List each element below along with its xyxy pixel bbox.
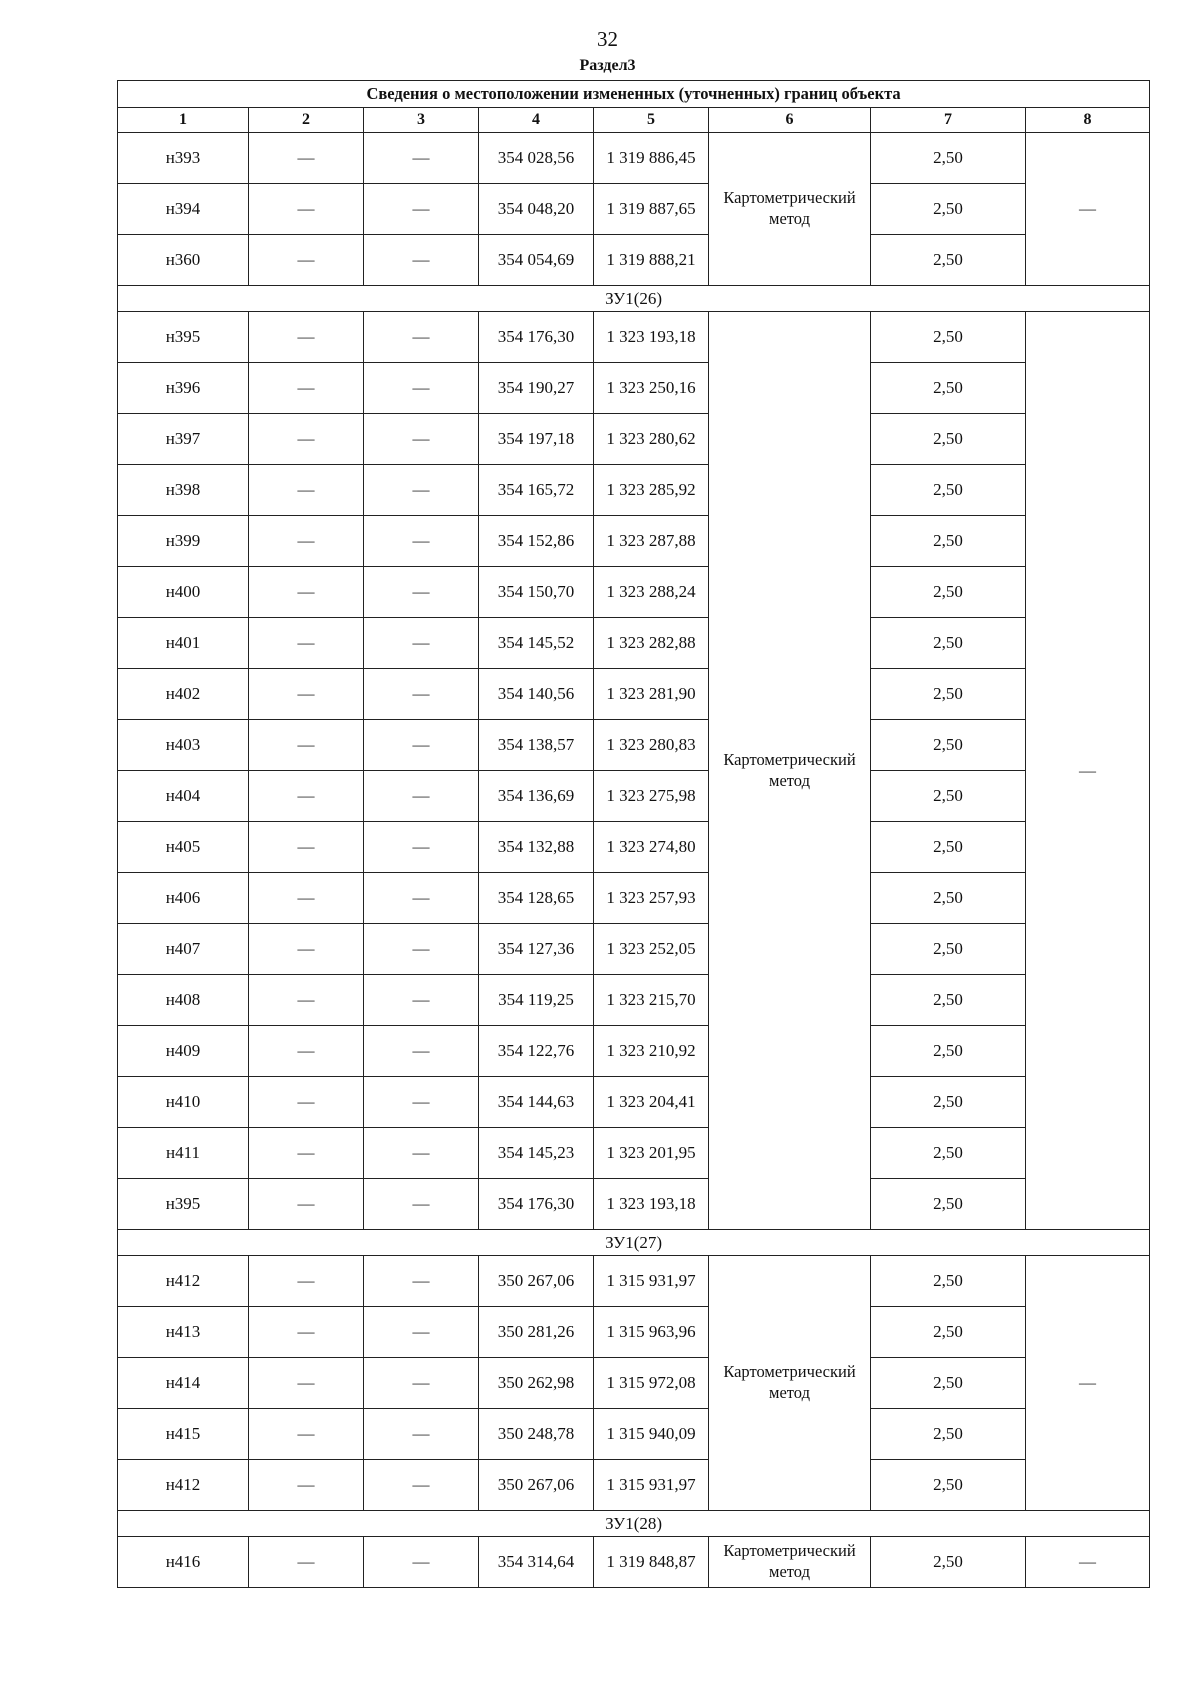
column-2-cell: — bbox=[249, 924, 364, 975]
table-row bbox=[118, 414, 1150, 465]
y-coordinate-cell: 1 323 257,93 bbox=[594, 873, 709, 924]
column-8-cell: — bbox=[1026, 133, 1150, 286]
accuracy-cell: 2,50 bbox=[871, 363, 1026, 414]
column-3-cell: — bbox=[364, 873, 479, 924]
column-2-cell: — bbox=[249, 822, 364, 873]
point-name-cell: н395 bbox=[118, 1179, 249, 1230]
x-coordinate-cell: 354 122,76 bbox=[479, 1026, 594, 1077]
y-coordinate-cell: 1 315 963,96 bbox=[594, 1307, 709, 1358]
point-name-cell: н410 bbox=[118, 1077, 249, 1128]
point-name-cell: н412 bbox=[118, 1256, 249, 1307]
y-coordinate-cell: 1 315 940,09 bbox=[594, 1409, 709, 1460]
column-3-cell: — bbox=[364, 133, 479, 184]
column-3-cell: — bbox=[364, 1409, 479, 1460]
point-name-cell: н404 bbox=[118, 771, 249, 822]
column-8-cell: — bbox=[1026, 1537, 1150, 1588]
x-coordinate-cell: 354 176,30 bbox=[479, 1179, 594, 1230]
accuracy-cell: 2,50 bbox=[871, 1358, 1026, 1409]
x-coordinate-cell: 354 119,25 bbox=[479, 975, 594, 1026]
column-2-cell: — bbox=[249, 312, 364, 363]
column-2-cell: — bbox=[249, 975, 364, 1026]
x-coordinate-cell: 350 267,06 bbox=[479, 1460, 594, 1511]
accuracy-cell: 2,50 bbox=[871, 567, 1026, 618]
point-name-cell: н409 bbox=[118, 1026, 249, 1077]
column-3-cell: — bbox=[364, 465, 479, 516]
column-2-cell: — bbox=[249, 1128, 364, 1179]
y-coordinate-cell: 1 323 250,16 bbox=[594, 363, 709, 414]
column-number: 3 bbox=[364, 108, 479, 133]
column-8-cell: — bbox=[1026, 1256, 1150, 1511]
column-number: 2 bbox=[249, 108, 364, 133]
column-3-cell: — bbox=[364, 1128, 479, 1179]
column-3-cell: — bbox=[364, 1537, 479, 1588]
column-3-cell: — bbox=[364, 1460, 479, 1511]
accuracy-cell: 2,50 bbox=[871, 669, 1026, 720]
column-2-cell: — bbox=[249, 618, 364, 669]
table-row bbox=[118, 720, 1150, 771]
parcel-label: ЗУ1(27) bbox=[118, 1230, 1150, 1256]
column-2-cell: — bbox=[249, 873, 364, 924]
x-coordinate-cell: 354 132,88 bbox=[479, 822, 594, 873]
column-2-cell: — bbox=[249, 1026, 364, 1077]
column-number: 6 bbox=[709, 108, 871, 133]
parcel-group-row bbox=[118, 1230, 1150, 1256]
y-coordinate-cell: 1 319 887,65 bbox=[594, 184, 709, 235]
column-3-cell: — bbox=[364, 1077, 479, 1128]
x-coordinate-cell: 354 176,30 bbox=[479, 312, 594, 363]
column-2-cell: — bbox=[249, 516, 364, 567]
point-name-cell: н399 bbox=[118, 516, 249, 567]
parcel-label: ЗУ1(26) bbox=[118, 286, 1150, 312]
table-row bbox=[118, 1307, 1150, 1358]
column-2-cell: — bbox=[249, 465, 364, 516]
column-3-cell: — bbox=[364, 720, 479, 771]
column-3-cell: — bbox=[364, 1179, 479, 1230]
y-coordinate-cell: 1 323 275,98 bbox=[594, 771, 709, 822]
y-coordinate-cell: 1 323 201,95 bbox=[594, 1128, 709, 1179]
x-coordinate-cell: 354 152,86 bbox=[479, 516, 594, 567]
x-coordinate-cell: 350 267,06 bbox=[479, 1256, 594, 1307]
y-coordinate-cell: 1 323 281,90 bbox=[594, 669, 709, 720]
y-coordinate-cell: 1 323 193,18 bbox=[594, 1179, 709, 1230]
column-3-cell: — bbox=[364, 669, 479, 720]
table-row bbox=[118, 873, 1150, 924]
column-2-cell: — bbox=[249, 771, 364, 822]
table-row bbox=[118, 312, 1150, 363]
coordinates-table bbox=[117, 80, 1150, 1588]
method-cell: Картометрический метод bbox=[709, 312, 871, 1230]
x-coordinate-cell: 354 136,69 bbox=[479, 771, 594, 822]
y-coordinate-cell: 1 315 972,08 bbox=[594, 1358, 709, 1409]
table-row bbox=[118, 1026, 1150, 1077]
accuracy-cell: 2,50 bbox=[871, 618, 1026, 669]
column-3-cell: — bbox=[364, 567, 479, 618]
accuracy-cell: 2,50 bbox=[871, 414, 1026, 465]
column-3-cell: — bbox=[364, 1026, 479, 1077]
column-3-cell: — bbox=[364, 924, 479, 975]
y-coordinate-cell: 1 319 888,21 bbox=[594, 235, 709, 286]
column-number: 7 bbox=[871, 108, 1026, 133]
parcel-group-row bbox=[118, 286, 1150, 312]
x-coordinate-cell: 354 145,23 bbox=[479, 1128, 594, 1179]
table-row bbox=[118, 567, 1150, 618]
table-row bbox=[118, 133, 1150, 184]
point-name-cell: н403 bbox=[118, 720, 249, 771]
table-row bbox=[118, 1256, 1150, 1307]
accuracy-cell: 2,50 bbox=[871, 924, 1026, 975]
y-coordinate-cell: 1 323 193,18 bbox=[594, 312, 709, 363]
table-row bbox=[118, 235, 1150, 286]
accuracy-cell: 2,50 bbox=[871, 1460, 1026, 1511]
table-row bbox=[118, 1409, 1150, 1460]
column-number: 8 bbox=[1026, 108, 1150, 133]
y-coordinate-cell: 1 323 280,62 bbox=[594, 414, 709, 465]
column-3-cell: — bbox=[364, 771, 479, 822]
column-number: 4 bbox=[479, 108, 594, 133]
table-row bbox=[118, 1077, 1150, 1128]
point-name-cell: н401 bbox=[118, 618, 249, 669]
column-2-cell: — bbox=[249, 133, 364, 184]
table-row bbox=[118, 363, 1150, 414]
column-2-cell: — bbox=[249, 669, 364, 720]
column-3-cell: — bbox=[364, 312, 479, 363]
point-name-cell: н360 bbox=[118, 235, 249, 286]
point-name-cell: н407 bbox=[118, 924, 249, 975]
column-2-cell: — bbox=[249, 1307, 364, 1358]
accuracy-cell: 2,50 bbox=[871, 235, 1026, 286]
column-3-cell: — bbox=[364, 1256, 479, 1307]
point-name-cell: н406 bbox=[118, 873, 249, 924]
x-coordinate-cell: 354 150,70 bbox=[479, 567, 594, 618]
table-row bbox=[118, 1358, 1150, 1409]
point-name-cell: н408 bbox=[118, 975, 249, 1026]
accuracy-cell: 2,50 bbox=[871, 184, 1026, 235]
x-coordinate-cell: 354 197,18 bbox=[479, 414, 594, 465]
accuracy-cell: 2,50 bbox=[871, 312, 1026, 363]
method-cell: Картометрический метод bbox=[709, 1256, 871, 1511]
point-name-cell: н396 bbox=[118, 363, 249, 414]
table-row bbox=[118, 516, 1150, 567]
x-coordinate-cell: 350 248,78 bbox=[479, 1409, 594, 1460]
accuracy-cell: 2,50 bbox=[871, 1537, 1026, 1588]
x-coordinate-cell: 354 314,64 bbox=[479, 1537, 594, 1588]
point-name-cell: н395 bbox=[118, 312, 249, 363]
column-2-cell: — bbox=[249, 1256, 364, 1307]
x-coordinate-cell: 354 028,56 bbox=[479, 133, 594, 184]
section-title: Раздел3 bbox=[579, 57, 636, 74]
table-row bbox=[118, 975, 1150, 1026]
accuracy-cell: 2,50 bbox=[871, 1026, 1026, 1077]
y-coordinate-cell: 1 315 931,97 bbox=[594, 1256, 709, 1307]
x-coordinate-cell: 354 127,36 bbox=[479, 924, 594, 975]
table-row bbox=[118, 669, 1150, 720]
y-coordinate-cell: 1 323 252,05 bbox=[594, 924, 709, 975]
x-coordinate-cell: 354 048,20 bbox=[479, 184, 594, 235]
y-coordinate-cell: 1 323 282,88 bbox=[594, 618, 709, 669]
column-2-cell: — bbox=[249, 184, 364, 235]
column-3-cell: — bbox=[364, 184, 479, 235]
table-row bbox=[118, 1179, 1150, 1230]
x-coordinate-cell: 354 144,63 bbox=[479, 1077, 594, 1128]
accuracy-cell: 2,50 bbox=[871, 822, 1026, 873]
point-name-cell: н412 bbox=[118, 1460, 249, 1511]
point-name-cell: н414 bbox=[118, 1358, 249, 1409]
accuracy-cell: 2,50 bbox=[871, 516, 1026, 567]
x-coordinate-cell: 354 128,65 bbox=[479, 873, 594, 924]
column-2-cell: — bbox=[249, 1537, 364, 1588]
point-name-cell: н415 bbox=[118, 1409, 249, 1460]
x-coordinate-cell: 354 140,56 bbox=[479, 669, 594, 720]
table-body bbox=[118, 133, 1150, 1588]
column-3-cell: — bbox=[364, 822, 479, 873]
accuracy-cell: 2,50 bbox=[871, 1409, 1026, 1460]
table-row bbox=[118, 1460, 1150, 1511]
y-coordinate-cell: 1 323 210,92 bbox=[594, 1026, 709, 1077]
table-row bbox=[118, 1128, 1150, 1179]
page-number: 32 bbox=[597, 27, 618, 51]
point-name-cell: н413 bbox=[118, 1307, 249, 1358]
accuracy-cell: 2,50 bbox=[871, 1256, 1026, 1307]
table-caption: Сведения о местоположении измененных (уточненных) границ объекта bbox=[118, 81, 1150, 108]
table-row bbox=[118, 184, 1150, 235]
y-coordinate-cell: 1 323 285,92 bbox=[594, 465, 709, 516]
x-coordinate-cell: 354 190,27 bbox=[479, 363, 594, 414]
column-2-cell: — bbox=[249, 1409, 364, 1460]
y-coordinate-cell: 1 319 848,87 bbox=[594, 1537, 709, 1588]
column-2-cell: — bbox=[249, 1358, 364, 1409]
table-row bbox=[118, 924, 1150, 975]
method-cell: Картометрический метод bbox=[709, 1537, 871, 1588]
point-name-cell: н405 bbox=[118, 822, 249, 873]
column-2-cell: — bbox=[249, 567, 364, 618]
point-name-cell: н400 bbox=[118, 567, 249, 618]
x-coordinate-cell: 354 054,69 bbox=[479, 235, 594, 286]
table-row bbox=[118, 771, 1150, 822]
point-name-cell: н402 bbox=[118, 669, 249, 720]
column-number-row bbox=[118, 108, 1150, 133]
table-row bbox=[118, 822, 1150, 873]
point-name-cell: н397 bbox=[118, 414, 249, 465]
column-3-cell: — bbox=[364, 363, 479, 414]
parcel-group-row bbox=[118, 1511, 1150, 1537]
accuracy-cell: 2,50 bbox=[871, 133, 1026, 184]
y-coordinate-cell: 1 323 288,24 bbox=[594, 567, 709, 618]
y-coordinate-cell: 1 323 287,88 bbox=[594, 516, 709, 567]
y-coordinate-cell: 1 323 215,70 bbox=[594, 975, 709, 1026]
column-2-cell: — bbox=[249, 1460, 364, 1511]
column-8-cell: — bbox=[1026, 312, 1150, 1230]
x-coordinate-cell: 350 262,98 bbox=[479, 1358, 594, 1409]
table-row bbox=[118, 618, 1150, 669]
column-3-cell: — bbox=[364, 618, 479, 669]
accuracy-cell: 2,50 bbox=[871, 873, 1026, 924]
x-coordinate-cell: 354 165,72 bbox=[479, 465, 594, 516]
accuracy-cell: 2,50 bbox=[871, 1128, 1026, 1179]
y-coordinate-cell: 1 319 886,45 bbox=[594, 133, 709, 184]
parcel-label: ЗУ1(28) bbox=[118, 1511, 1150, 1537]
y-coordinate-cell: 1 323 204,41 bbox=[594, 1077, 709, 1128]
column-number: 1 bbox=[118, 108, 249, 133]
accuracy-cell: 2,50 bbox=[871, 975, 1026, 1026]
column-2-cell: — bbox=[249, 363, 364, 414]
accuracy-cell: 2,50 bbox=[871, 1179, 1026, 1230]
table-row bbox=[118, 1537, 1150, 1588]
column-3-cell: — bbox=[364, 1358, 479, 1409]
y-coordinate-cell: 1 323 274,80 bbox=[594, 822, 709, 873]
accuracy-cell: 2,50 bbox=[871, 720, 1026, 771]
column-3-cell: — bbox=[364, 516, 479, 567]
accuracy-cell: 2,50 bbox=[871, 1077, 1026, 1128]
point-name-cell: н398 bbox=[118, 465, 249, 516]
y-coordinate-cell: 1 315 931,97 bbox=[594, 1460, 709, 1511]
accuracy-cell: 2,50 bbox=[871, 465, 1026, 516]
column-2-cell: — bbox=[249, 235, 364, 286]
x-coordinate-cell: 354 138,57 bbox=[479, 720, 594, 771]
column-3-cell: — bbox=[364, 1307, 479, 1358]
column-3-cell: — bbox=[364, 975, 479, 1026]
point-name-cell: н394 bbox=[118, 184, 249, 235]
table-row bbox=[118, 465, 1150, 516]
column-number: 5 bbox=[594, 108, 709, 133]
column-2-cell: — bbox=[249, 414, 364, 465]
column-2-cell: — bbox=[249, 720, 364, 771]
x-coordinate-cell: 354 145,52 bbox=[479, 618, 594, 669]
column-3-cell: — bbox=[364, 235, 479, 286]
column-2-cell: — bbox=[249, 1179, 364, 1230]
accuracy-cell: 2,50 bbox=[871, 771, 1026, 822]
x-coordinate-cell: 350 281,26 bbox=[479, 1307, 594, 1358]
y-coordinate-cell: 1 323 280,83 bbox=[594, 720, 709, 771]
point-name-cell: н416 bbox=[118, 1537, 249, 1588]
column-2-cell: — bbox=[249, 1077, 364, 1128]
point-name-cell: н393 bbox=[118, 133, 249, 184]
column-3-cell: — bbox=[364, 414, 479, 465]
accuracy-cell: 2,50 bbox=[871, 1307, 1026, 1358]
point-name-cell: н411 bbox=[118, 1128, 249, 1179]
method-cell: Картометрический метод bbox=[709, 133, 871, 286]
